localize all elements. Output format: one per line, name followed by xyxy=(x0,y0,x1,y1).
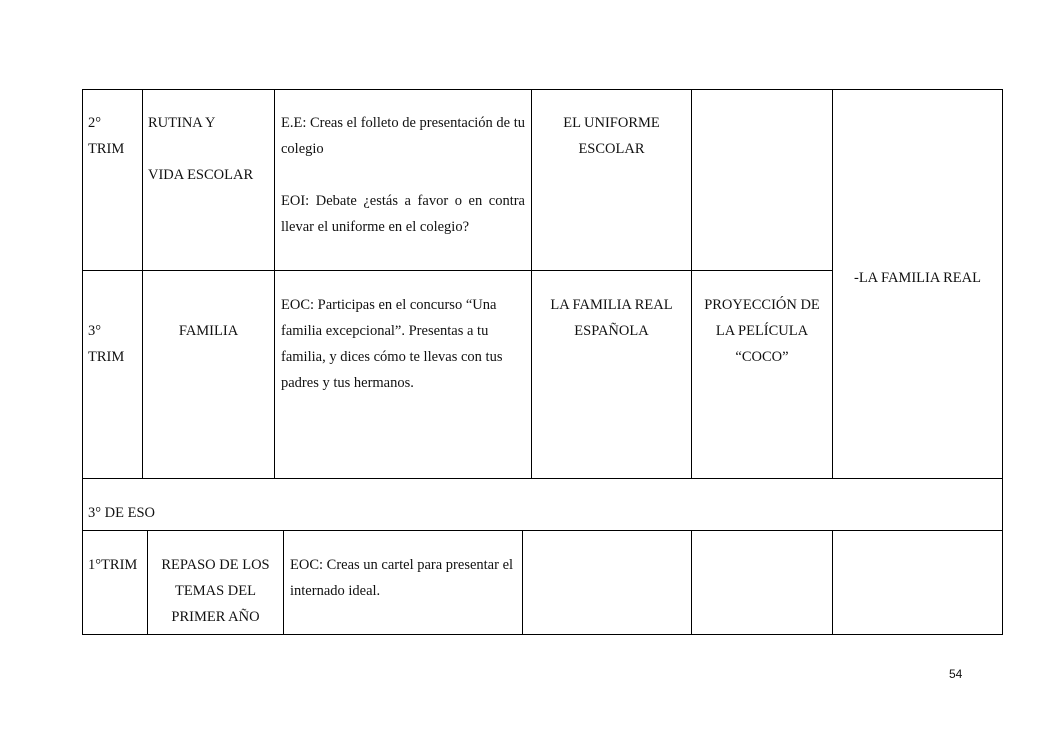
period-label: TRIM xyxy=(88,141,125,157)
period-label: 1°TRIM xyxy=(88,557,138,573)
period-label: TRIM xyxy=(88,349,125,365)
task-text: EOC: Creas un cartel para presentar el internado ideal. xyxy=(290,557,514,599)
section-header xyxy=(88,500,488,526)
table-border xyxy=(522,530,523,635)
task-text: E.E: Creas el folleto de presentación de tu colegio xyxy=(281,115,525,157)
table-border xyxy=(274,89,275,479)
table-border xyxy=(82,89,1003,90)
topic-label: FAMILIA xyxy=(178,323,239,339)
task-cell xyxy=(290,552,518,604)
culture-cell xyxy=(532,292,691,344)
task-cell xyxy=(281,110,525,240)
topic-label: PRIMER AÑO xyxy=(171,609,260,625)
activity-label: LA PELÍCULA xyxy=(715,323,809,339)
table-border xyxy=(82,530,1003,531)
topic-label: REPASO DE LOS xyxy=(161,557,270,573)
table-border xyxy=(691,89,692,479)
activity-label: “COCO” xyxy=(735,349,789,365)
table-border xyxy=(691,530,692,635)
activity-label: PROYECCIÓN DE xyxy=(704,297,820,313)
culture-label: EL UNIFORME xyxy=(563,115,660,131)
task-text: EOC: Participas en el concurso “Una familia excepcional”. Presentas a tu familia, y dices cómo te llevas con tus padres y tus hermanos. xyxy=(281,297,503,391)
table-border xyxy=(82,89,83,635)
topic-cell xyxy=(143,318,274,344)
period-label: 3° xyxy=(88,323,102,339)
topic-label: TEMAS DEL xyxy=(175,583,256,599)
topic-cell xyxy=(148,110,272,188)
culture-label: ESPAÑOLA xyxy=(574,323,649,339)
table-border xyxy=(82,478,1003,479)
topic-label: VIDA ESCOLAR xyxy=(148,167,254,183)
merged-cell xyxy=(833,265,1002,291)
period-cell xyxy=(88,552,146,578)
table-border xyxy=(283,530,284,635)
merged-label: -LA FAMILIA REAL xyxy=(853,270,981,286)
culture-cell xyxy=(532,110,691,162)
table-border xyxy=(82,634,1003,635)
period-label: 2° xyxy=(88,115,102,131)
period-cell xyxy=(88,110,140,162)
task-text: EOI: Debate ¿estás a favor o en contra llevar el uniforme en el colegio? xyxy=(281,193,525,235)
table-border xyxy=(1002,89,1003,635)
task-cell xyxy=(281,292,525,396)
topic-cell xyxy=(148,552,283,630)
activity-cell xyxy=(692,292,832,370)
table-border xyxy=(142,89,143,479)
culture-label: ESCOLAR xyxy=(578,141,645,157)
culture-label: LA FAMILIA REAL xyxy=(550,297,673,313)
topic-label: RUTINA Y xyxy=(148,115,216,131)
page-number: 54 xyxy=(949,667,963,681)
period-cell xyxy=(88,318,140,370)
section-title: 3° DE ESO xyxy=(88,505,156,521)
table-border xyxy=(832,530,833,635)
table-border xyxy=(82,270,833,271)
